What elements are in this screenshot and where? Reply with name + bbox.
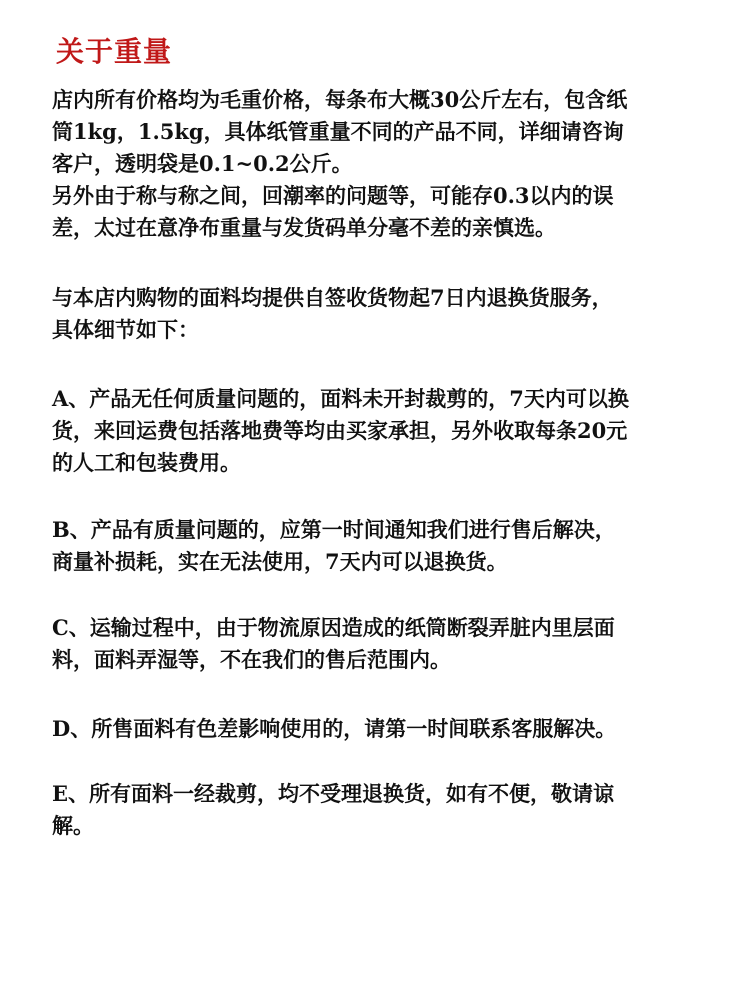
return-policy-intro-paragraph: 与本店内购物的面料均提供自签收货物起7日内退换货服务， 具体细节如下：	[52, 285, 613, 342]
policy-item-e: E、所有面料一经裁剪，均不受理退换货，如有不便，敬请谅 解。	[52, 781, 615, 838]
policy-item-b: B、产品有质量问题的，应第一时间通知我们进行售后解决， 商量补损耗，实在无法使用，7天内可以退换货。	[52, 517, 616, 574]
policy-item-d: D、所售面料有色差影响使用的，请第一时间联系客服解决。	[52, 716, 617, 741]
policy-item-a: A、产品无任何质量问题的，面料未开封裁剪的，7天内可以换 货，来回运费包括落地费等均由买家承担，另外收取每条20元 的人工和包装费用。	[52, 386, 629, 475]
page-title: 关于重量	[56, 35, 173, 68]
policy-item-c: C、运输过程中，由于物流原因造成的纸筒断裂弄脏内里层面 料，面料弄湿等，不在我们的售后范围内。	[52, 615, 615, 672]
weight-description-paragraph: 店内所有价格均为毛重价格，每条布大概30公斤左右，包含纸 筒1kg，1.5kg，具体纸管重量不同的产品不同，详细请咨询 客户，透明袋是0.1~0.2公斤。 另外由于称与称之间，回潮率的问题等，可能存0.3以内的误 差，太过在意净布重量与发货码单分毫不差的亲慎选。	[52, 87, 628, 240]
